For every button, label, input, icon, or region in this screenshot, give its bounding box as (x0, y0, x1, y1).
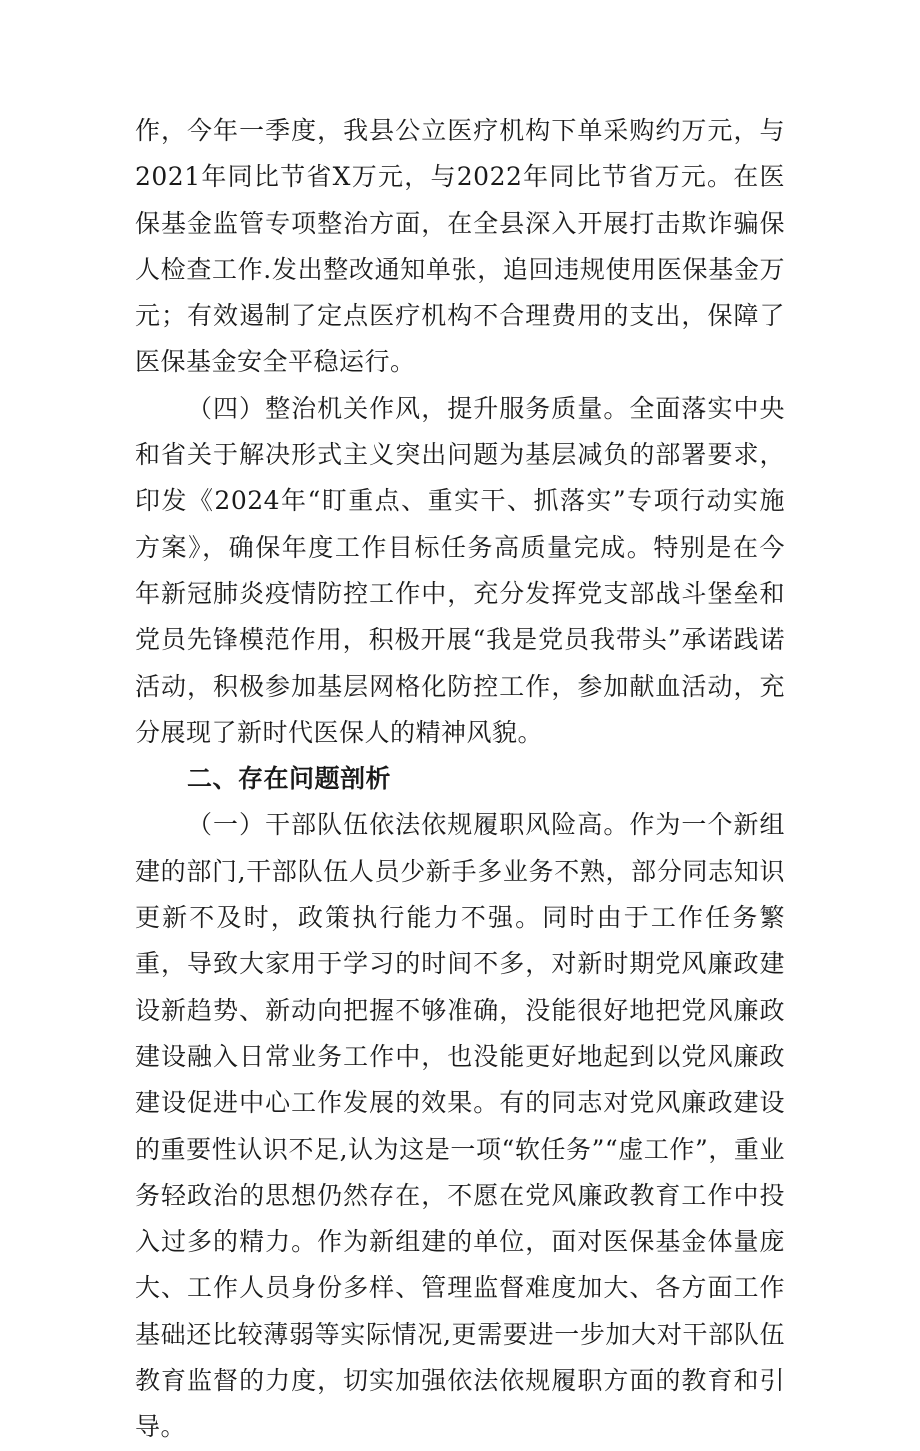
paragraph-cadre-risk: （一）干部队伍依法依规履职风险高。作为一个新组建的部门,干部队伍人员少新手多业务不熟，部分同志知识更新不及时，政策执行能力不强。同时由于工作任务繁重，导致大家用于学习的时间不多，对新时期党风廉政建设新趋势、新动向把握不够准确，没能很好地把党风廉政建设融入日常业务工作中，也没能更好地起到以党风廉政建设促进中心工作发展的效果。有的同志对党风廉政建设的重要性认识不足,认为这是一项“软任务”“虚工作”，重业务轻政治的思想仍然存在，不愿在党风廉政教育工作中投入过多的精力。作为新组建的单位，面对医保基金体量庞大、工作人员身份多样、管理监督难度加大、各方面工作基础还比较薄弱等实际情况,更需要进一步加大对干部队伍教育监督的力度，切实加强依法依规履职方面的教育和引导。 (135, 810, 785, 1442)
section-heading-problems: 二、存在问题剖析 (187, 764, 392, 794)
document-body (135, 108, 785, 1451)
paragraph-work-style: （四）整治机关作风，提升服务质量。全面落实中央和省关于解决形式主义突出问题为基层减负的部署要求，印发《2024年“盯重点、重实干、抓落实”专项行动实施方案》，确保年度工作目标任务高质量完成。特别是在今年新冠肺炎疫情防控工作中，充分发挥党支部战斗堡垒和党员先锋模范作用，积极开展“我是党员我带头”承诺践诺活动，积极参加基层网格化防控工作，参加献血活动，充分展现了新时代医保人的精神风貌。 (135, 393, 785, 747)
paragraph-continuation: 作，今年一季度，我县公立医疗机构下单采购约万元，与2021年同比节省X万元，与2022年同比节省万元。在医保基金监管专项整治方面，在全县深入开展打击欺诈骗保人检查工作.发出整改通知单张，追回违规使用医保基金万元；有效遏制了定点医疗机构不合理费用的支出，保障了医保基金安全平稳运行。 (135, 116, 785, 377)
